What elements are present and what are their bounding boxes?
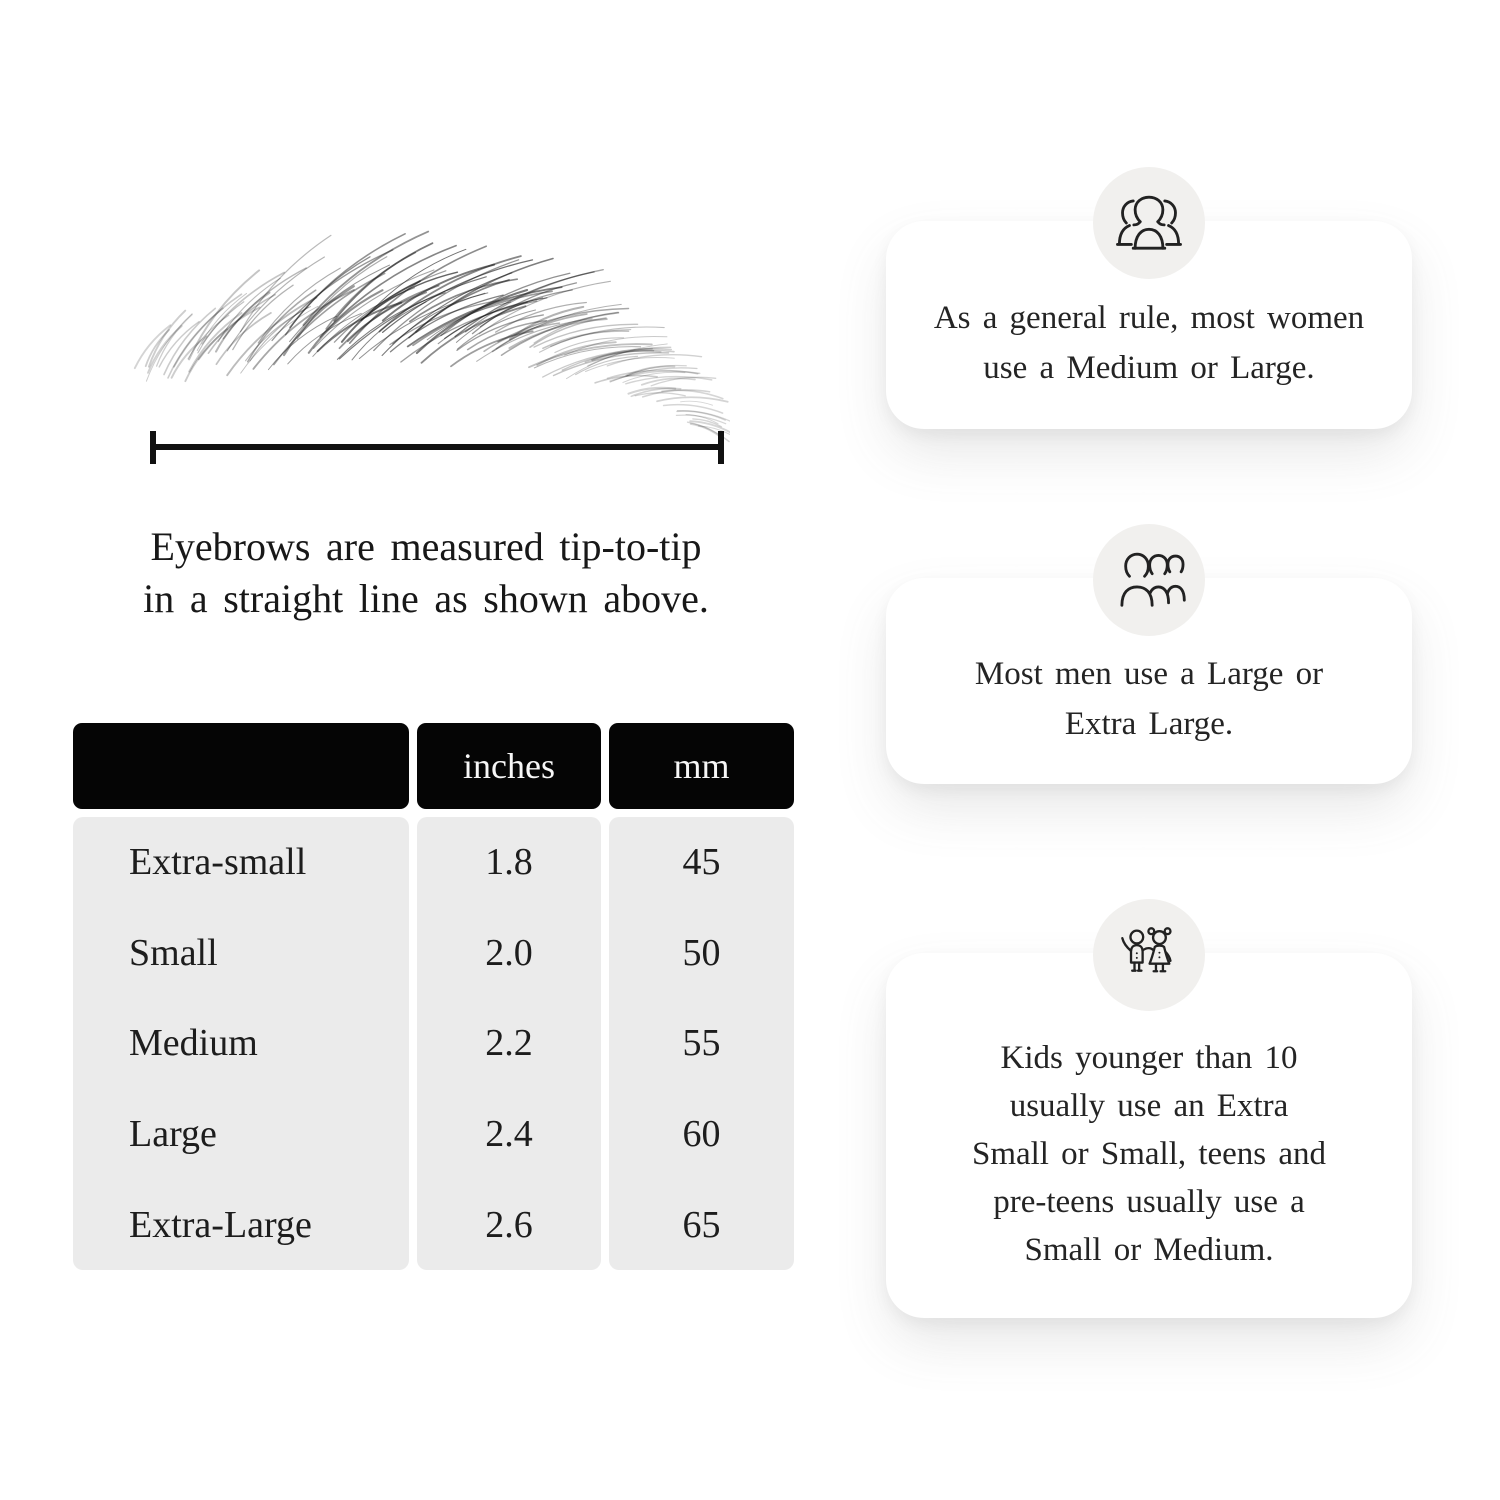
women-card-line-2: use a Medium or Large. [983, 350, 1315, 386]
size-table-header-mm: mm [609, 723, 794, 809]
size-table-body-size [73, 817, 409, 1270]
size-cell: Extra-Large [129, 1203, 312, 1246]
measurement-line-bar [156, 444, 718, 450]
women-icon-badge [1093, 167, 1205, 279]
size-table-column-mm [609, 723, 794, 1270]
size-table-header-size [73, 723, 409, 809]
measurement-line [150, 431, 724, 464]
measurement-caption [110, 521, 742, 625]
size-table-header-inches: inches [417, 723, 601, 809]
size-table-body-inches [417, 817, 601, 1270]
kids-card-line-3: Small or Small, teens and [971, 1135, 1327, 1172]
size-cell: Small [129, 931, 218, 974]
size-cell: Medium [129, 1022, 258, 1065]
mm-cell: 60 [682, 1113, 721, 1156]
men-card-line-1: Most men use a Large or [974, 656, 1324, 692]
men-card-line-2: Extra Large. [1064, 706, 1234, 742]
kids-card-line-2: usually use an Extra [1009, 1087, 1289, 1124]
inches-cell: 2.0 [485, 931, 533, 974]
caption-line-2: in a straight line as shown above. [143, 576, 709, 621]
mm-cell: 50 [682, 931, 721, 974]
size-table-column-size [73, 723, 409, 1270]
inches-cell: 2.2 [485, 1022, 533, 1065]
inches-cell: 2.6 [485, 1203, 533, 1246]
women-group-icon [1111, 194, 1187, 252]
kids-icon-badge [1093, 899, 1205, 1011]
kids-card-line-5: Small or Medium. [1024, 1231, 1274, 1268]
size-cell: Extra-small [129, 841, 307, 884]
mm-cell: 45 [682, 841, 721, 884]
kids-card-line-1: Kids younger than 10 [1000, 1039, 1298, 1076]
women-card-line-1: As a general rule, most women [933, 300, 1365, 336]
size-table-column-inches [417, 723, 601, 1270]
size-table-body-mm [609, 817, 794, 1270]
kids-card-line-4: pre-teens usually use a [993, 1183, 1305, 1220]
mm-cell: 65 [682, 1203, 721, 1246]
inches-cell: 2.4 [485, 1113, 533, 1156]
mm-cell: 55 [682, 1022, 721, 1065]
men-icon-badge [1093, 524, 1205, 636]
men-group-icon [1111, 551, 1187, 609]
size-table [73, 723, 794, 1270]
size-cell: Large [129, 1113, 217, 1156]
caption-line-1: Eyebrows are measured tip-to-tip [150, 524, 702, 569]
children-icon [1114, 926, 1184, 984]
inches-cell: 1.8 [485, 841, 533, 884]
eyebrow-illustration [118, 220, 730, 446]
